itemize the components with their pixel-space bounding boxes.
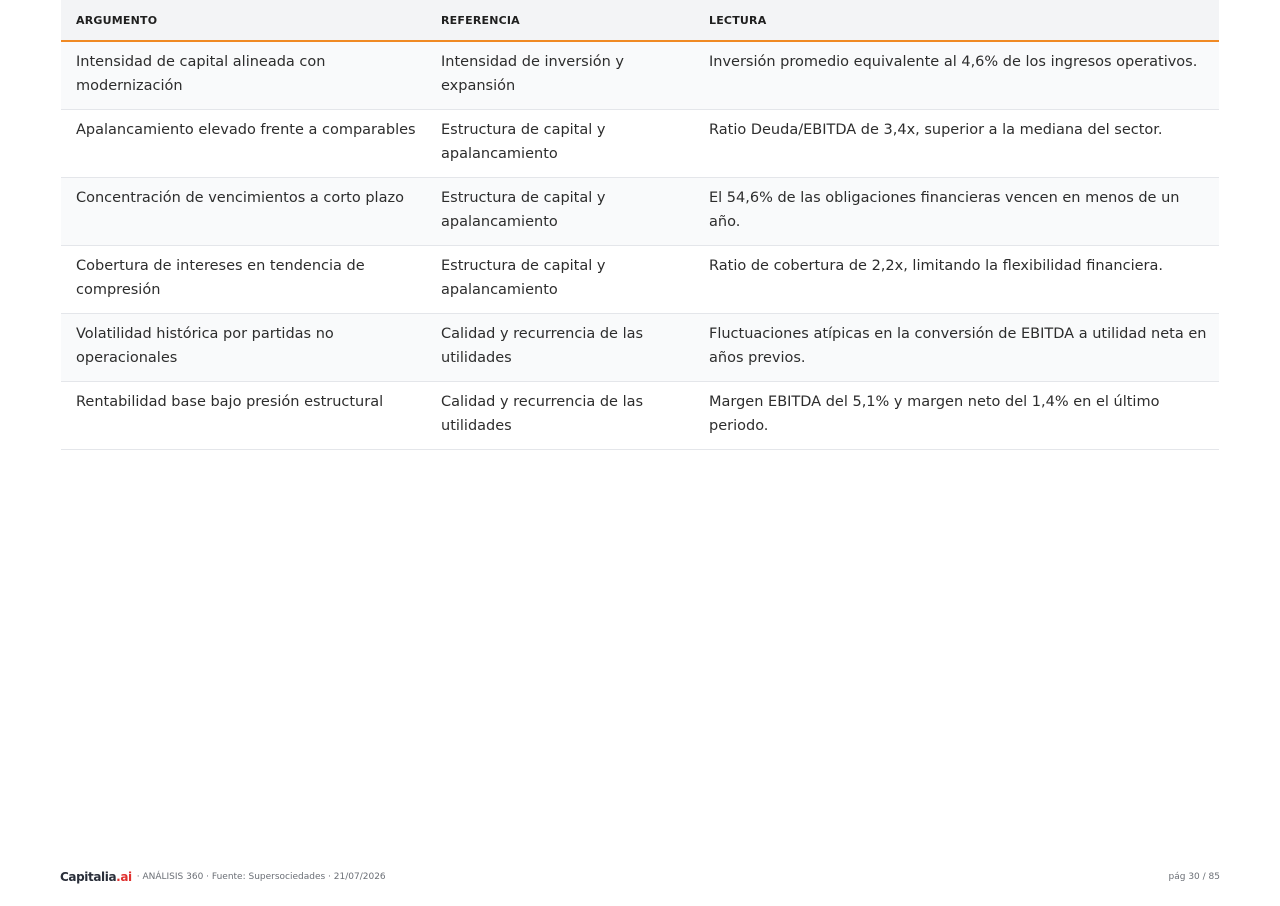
cell-lectura: Margen EBITDA del 5,1% y margen neto del 1,4% en el último periodo. xyxy=(694,382,1219,450)
cell-referencia: Intensidad de inversión y expansión xyxy=(426,41,694,110)
cell-argumento: Volatilidad histórica por partidas no operacionales xyxy=(61,314,426,382)
cell-lectura: Ratio de cobertura de 2,2x, limitando la flexibilidad financiera. xyxy=(694,246,1219,314)
table-row xyxy=(61,110,1219,178)
column-header-lectura: LECTURA xyxy=(694,0,1219,41)
cell-referencia: Estructura de capital y apalancamiento xyxy=(426,246,694,314)
cell-argumento: Cobertura de intereses en tendencia de compresión xyxy=(61,246,426,314)
cell-argumento: Rentabilidad base bajo presión estructural xyxy=(61,382,426,450)
cell-lectura: Inversión promedio equivalente al 4,6% de los ingresos operativos. xyxy=(694,41,1219,110)
page-number: pág 30 / 85 xyxy=(1168,872,1220,882)
table-row xyxy=(61,41,1219,110)
cell-referencia: Estructura de capital y apalancamiento xyxy=(426,178,694,246)
table-row xyxy=(61,382,1219,450)
column-header-referencia: REFERENCIA xyxy=(426,0,694,41)
table-header-row xyxy=(61,0,1219,41)
cell-lectura: Fluctuaciones atípicas en la conversión de EBITDA a utilidad neta en años previos. xyxy=(694,314,1219,382)
analysis-table xyxy=(61,0,1219,450)
cell-referencia: Calidad y recurrencia de las utilidades xyxy=(426,382,694,450)
column-header-argumento: ARGUMENTO xyxy=(61,0,426,41)
cell-argumento: Apalancamiento elevado frente a comparables xyxy=(61,110,426,178)
table-row xyxy=(61,178,1219,246)
footer-left xyxy=(60,870,386,884)
table-row xyxy=(61,314,1219,382)
capitalia-logo xyxy=(60,870,132,884)
cell-lectura: Ratio Deuda/EBITDA de 3,4x, superior a la mediana del sector. xyxy=(694,110,1219,178)
logo-wordmark: Capitalia xyxy=(60,870,117,884)
footer-meta: · ANÁLISIS 360 · Fuente: Supersociedades · 21/07/2026 xyxy=(136,872,386,882)
table-row xyxy=(61,246,1219,314)
page-footer xyxy=(60,868,1220,886)
logo-suffix: .ai xyxy=(116,870,132,884)
cell-referencia: Estructura de capital y apalancamiento xyxy=(426,110,694,178)
cell-argumento: Intensidad de capital alineada con modernización xyxy=(61,41,426,110)
analysis-table-container xyxy=(61,0,1219,450)
cell-argumento: Concentración de vencimientos a corto plazo xyxy=(61,178,426,246)
cell-lectura: El 54,6% de las obligaciones financieras vencen en menos de un año. xyxy=(694,178,1219,246)
cell-referencia: Calidad y recurrencia de las utilidades xyxy=(426,314,694,382)
